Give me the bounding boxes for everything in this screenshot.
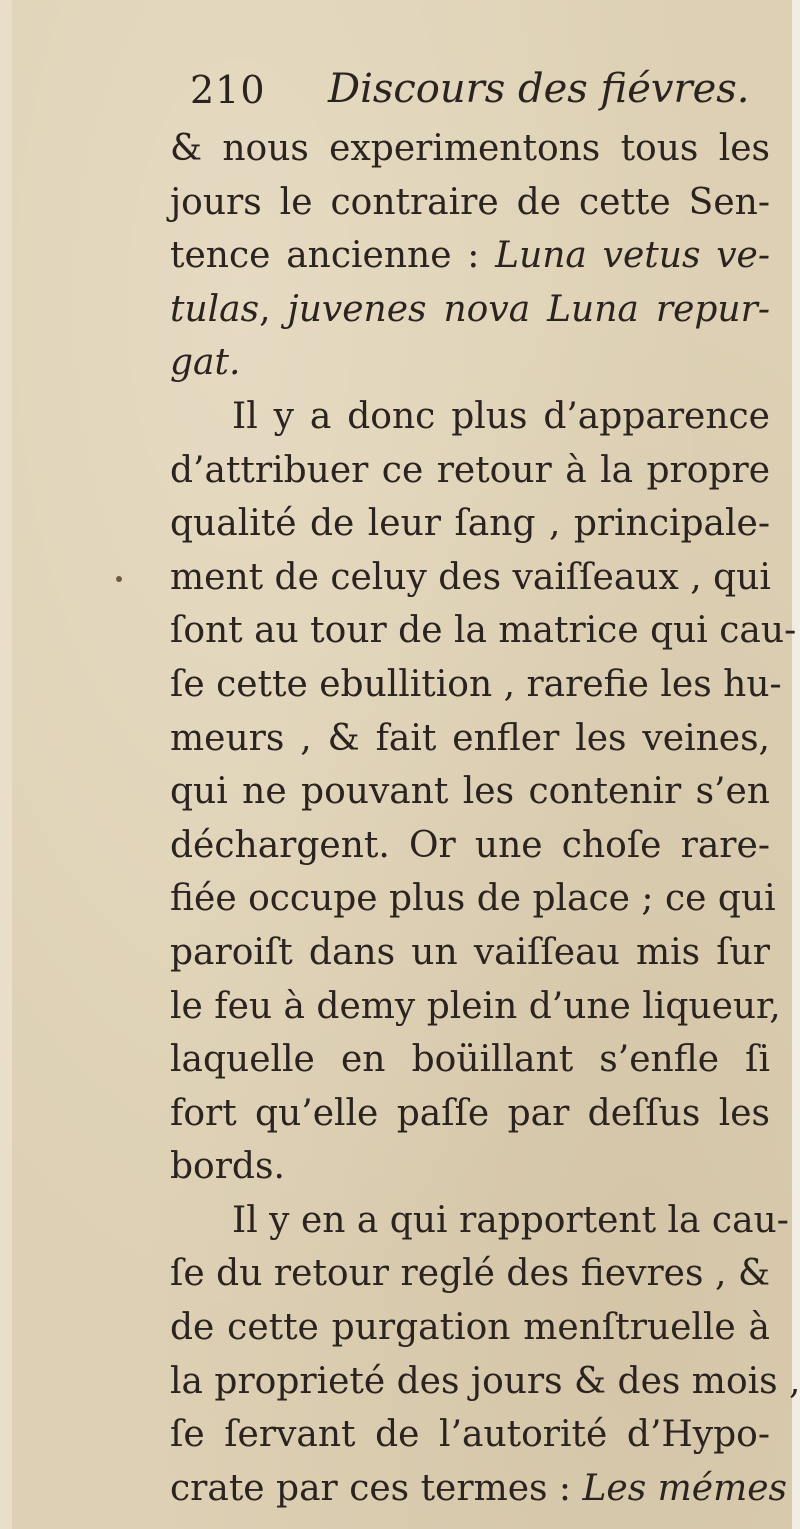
text-line xyxy=(170,872,776,926)
text-run: ſont au tour de la matrice qui cau- xyxy=(170,610,797,652)
text-run: le feu à demy plein d’une liqueur, xyxy=(170,985,781,1027)
text-line xyxy=(170,390,770,444)
text-line xyxy=(170,1408,770,1462)
text-run: Il y a donc plus d’apparence xyxy=(232,395,770,437)
text-line xyxy=(170,712,770,766)
text-run: , xyxy=(259,288,288,330)
italic-text: Les mémes xyxy=(582,1467,788,1509)
text-run: ſe du retour reglé des fievres , & xyxy=(170,1253,770,1295)
text-run: paroiſt dans un vaiſſeau mis ſur xyxy=(170,931,770,973)
text-line xyxy=(170,1462,788,1516)
page-left-edge xyxy=(0,0,12,1529)
text-run: fiée occupe plus de place ; ce qui xyxy=(170,878,776,920)
text-run: ment de celuy des vaiſſeaux , qui xyxy=(170,556,771,598)
text-line xyxy=(170,551,770,605)
text-line xyxy=(170,1087,770,1141)
text-line xyxy=(170,926,770,980)
text-run: meurs , & fait enfler les veines, xyxy=(170,717,770,759)
text-line xyxy=(170,658,782,712)
text-run: jours le contraire de cette Sen- xyxy=(170,181,770,223)
italic-text: gat. xyxy=(170,342,241,384)
text-run: bords. xyxy=(170,1146,285,1188)
text-run: tence ancienne : xyxy=(170,235,496,277)
text-line xyxy=(170,444,770,498)
text-run: laquelle en boüillant s’enfle ſi xyxy=(170,1039,770,1081)
page-header xyxy=(190,66,750,122)
text-run: déchargent. Or une choſe rare- xyxy=(170,824,770,866)
text-line xyxy=(170,176,770,230)
text-run: Il y en a qui rapportent la cau- xyxy=(232,1199,789,1241)
text-run: la proprieté des jours & des mois , xyxy=(170,1360,800,1402)
italic-text: juvenes nova Luna repur- xyxy=(287,288,770,330)
body-text xyxy=(170,122,800,1515)
text-run: ſe cette ebullition , rarefie les hu- xyxy=(170,663,782,705)
text-line xyxy=(170,980,781,1034)
text-run: crate par ces termes : xyxy=(170,1467,583,1509)
text-run: & nous experimentons tous les xyxy=(170,128,770,169)
text-run: qualité de leur ſang , principale- xyxy=(170,503,770,545)
text-line xyxy=(170,1194,789,1248)
text-run: ſe ſervant de l’autorité d’Hypo- xyxy=(170,1414,770,1456)
text-line xyxy=(170,229,770,283)
italic-text: tulas xyxy=(170,288,260,330)
text-line xyxy=(170,497,770,551)
text-line xyxy=(170,1140,770,1194)
running-title: Discours des fiévres. xyxy=(328,66,750,112)
text-line xyxy=(170,604,797,658)
text-line xyxy=(170,765,770,819)
text-line xyxy=(170,122,770,176)
italic-text: Luna vetus ve- xyxy=(495,235,771,277)
page-number: 210 xyxy=(190,68,266,112)
text-run: d’attribuer ce retour à la propre xyxy=(170,449,770,491)
text-line xyxy=(170,819,770,873)
text-line xyxy=(170,1355,800,1409)
page-right-edge xyxy=(792,0,800,1529)
text-line xyxy=(170,1247,770,1301)
text-line xyxy=(170,1033,770,1087)
text-line xyxy=(170,336,770,390)
text-run: de cette purgation menſtruelle à xyxy=(170,1307,770,1349)
text-line xyxy=(170,283,770,337)
text-line xyxy=(170,1301,770,1355)
margin-mark xyxy=(116,576,122,582)
text-run: fort qu’elle paſſe par deſſus les xyxy=(170,1092,770,1134)
text-run: qui ne pouvant les contenir s’en xyxy=(170,771,770,813)
